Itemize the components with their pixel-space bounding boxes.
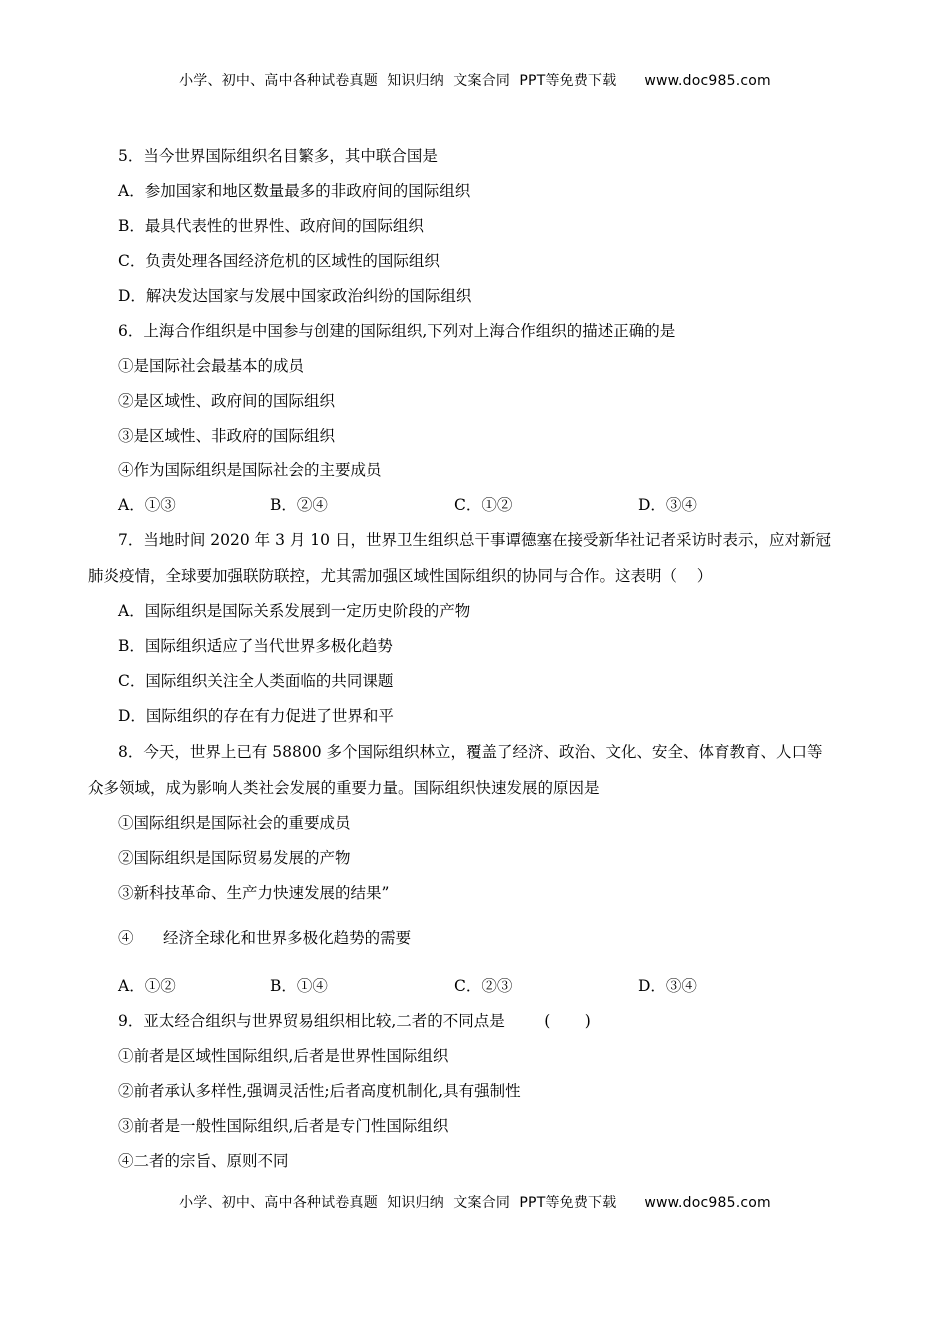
q5-option-b: B．最具代表性的世界性、政府间的国际组织 — [118, 217, 424, 235]
q8-statement-1: ①国际组织是国际社会的重要成员 — [118, 814, 351, 832]
q6-statement-2: ②是区域性、政府间的国际组织 — [118, 392, 336, 410]
q9-statement-2: ②前者承认多样性,强调灵活性;后者高度机制化,具有强制性 — [118, 1082, 521, 1100]
q7-option-a: A．国际组织是国际关系发展到一定历史阶段的产物 — [118, 602, 471, 620]
q6-choice-d: D．③④ — [638, 496, 697, 514]
q6-statement-3: ③是区域性、非政府的国际组织 — [118, 427, 336, 445]
q5-option-d: D．解决发达国家与发展中国家政治纠纷的国际组织 — [118, 287, 472, 305]
q8-choice-d: D．③④ — [638, 977, 697, 995]
page-footer: 小学、初中、高中各种试卷真题 知识归纳 文案合同 PPT等免费下载 www.doc985.com — [179, 1195, 771, 1211]
q5-stem: 5．当今世界国际组织名目繁多，其中联合国是 — [118, 147, 438, 165]
q5-option-a: A．参加国家和地区数量最多的非政府间的国际组织 — [118, 182, 471, 200]
q8-statement-2: ②国际组织是国际贸易发展的产物 — [118, 849, 351, 867]
q7-option-c: C．国际组织关注全人类面临的共同课题 — [118, 672, 394, 690]
q7-option-b: B．国际组织适应了当代世界多极化趋势 — [118, 637, 393, 655]
q7-option-d: D．国际组织的存在有力促进了世界和平 — [118, 707, 394, 725]
q6-stem: 6．上海合作组织是中国参与创建的国际组织,下列对上海合作组织的描述正确的是 — [118, 322, 676, 340]
q8-choice-a: A．①② — [118, 977, 176, 995]
q8-statement-3: ③新科技革命、生产力快速发展的结果” — [118, 884, 390, 902]
q6-statement-4: ④作为国际组织是国际社会的主要成员 — [118, 461, 382, 479]
q8-statement-4: ④ 经济全球化和世界多极化趋势的需要 — [118, 929, 412, 947]
q6-choice-c: C．①② — [454, 496, 513, 514]
page-header: 小学、初中、高中各种试卷真题 知识归纳 文案合同 PPT等免费下载 www.doc985.com — [179, 73, 771, 89]
q9-statement-1: ①前者是区域性国际组织,后者是世界性国际组织 — [118, 1047, 449, 1065]
q6-statement-1: ①是国际社会最基本的成员 — [118, 357, 305, 375]
q7-stem-line-2: 肺炎疫情，全球要加强联防联控，尤其需加强区域性国际组织的协同与合作。这表明（ ） — [88, 567, 713, 585]
q8-stem-line-1: 8．今天，世界上已有 58800 多个国际组织林立，覆盖了经济、政治、文化、安全、体育教育、人口等 — [118, 743, 823, 761]
q6-choice-b: B．②④ — [270, 496, 328, 514]
q9-stem: 9．亚太经合组织与世界贸易组织相比较,二者的不同点是 ( ) — [118, 1012, 591, 1030]
q5-option-c: C．负责处理各国经济危机的区域性的国际组织 — [118, 252, 440, 270]
q8-choice-b: B．①④ — [270, 977, 328, 995]
q8-choice-c: C．②③ — [454, 977, 513, 995]
q6-choice-a: A．①③ — [118, 496, 176, 514]
q9-statement-4: ④二者的宗旨、原则不同 — [118, 1152, 289, 1170]
q8-stem-line-2: 众多领域，成为影响人类社会发展的重要力量。国际组织快速发展的原因是 — [88, 779, 600, 797]
q9-statement-3: ③前者是一般性国际组织,后者是专门性国际组织 — [118, 1117, 449, 1135]
q7-stem-line-1: 7．当地时间 2020 年 3 月 10 日，世界卫生组织总干事谭德塞在接受新华社记者采访时表示，应对新冠 — [118, 531, 831, 549]
